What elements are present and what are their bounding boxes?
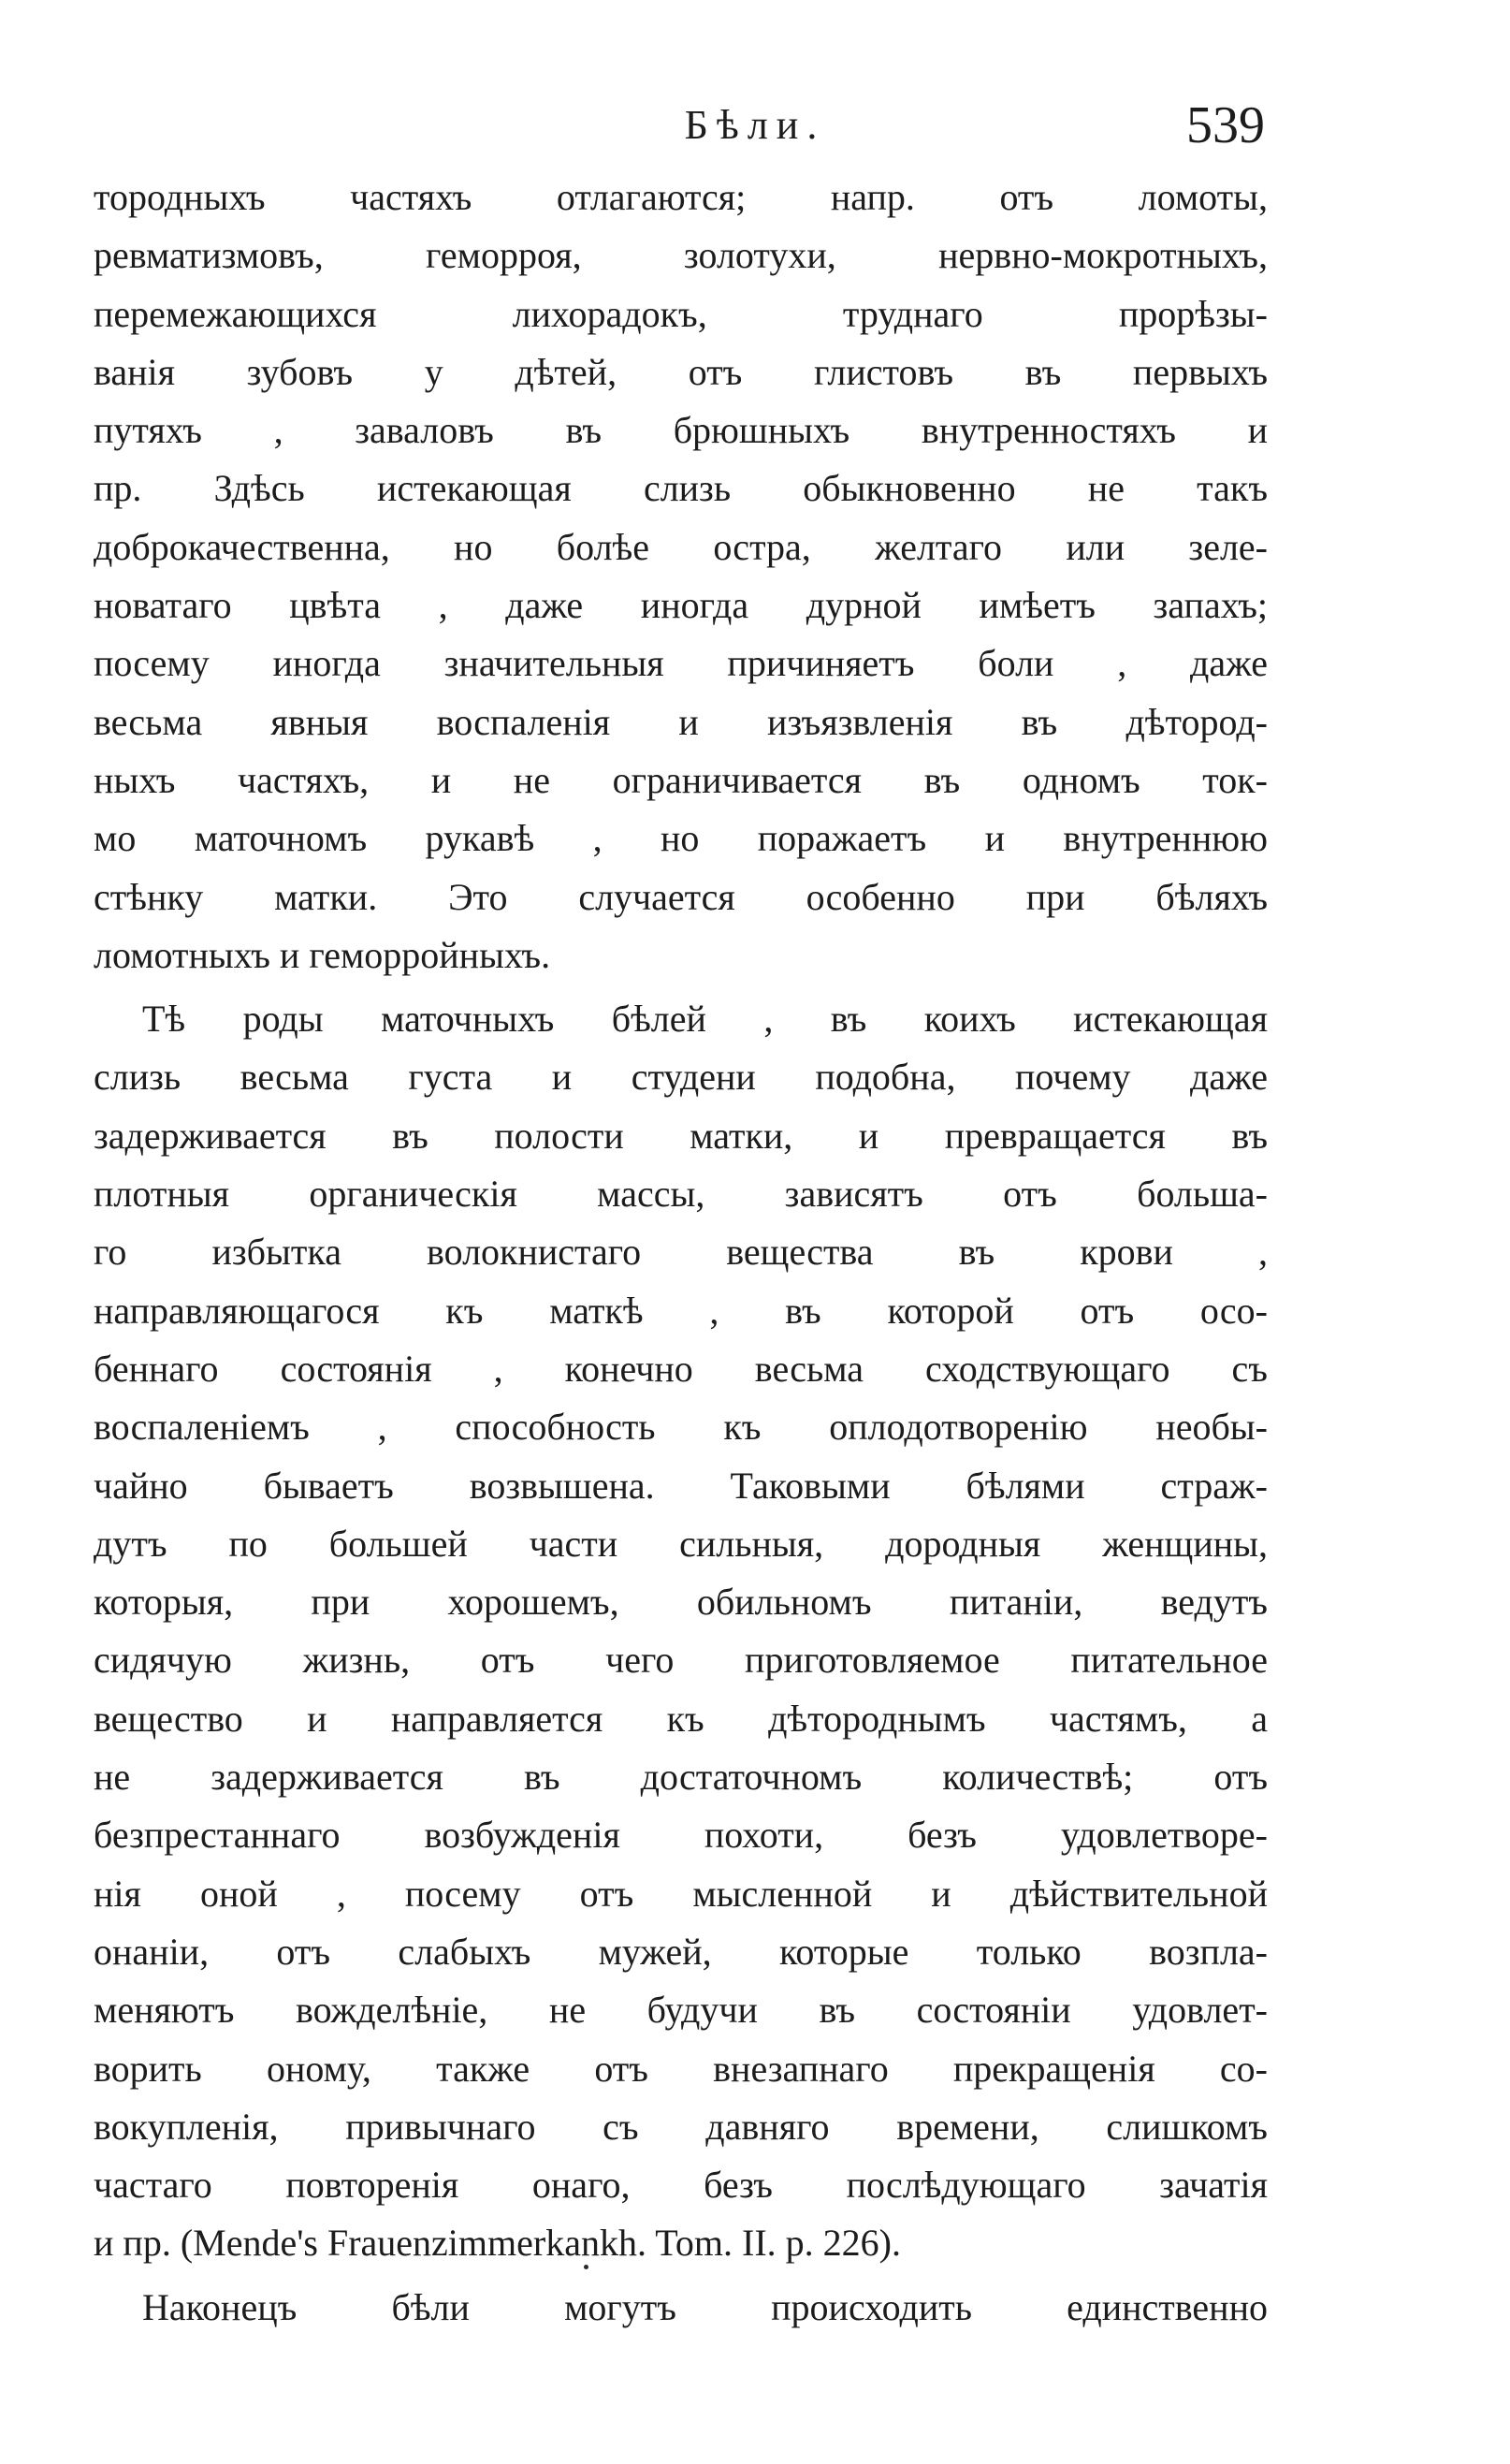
text-line: онаніи, отъ слабыхъ мужей, которые только возпла- — [94, 1930, 1268, 1973]
text-line: пр. Здѣсь истекающая слизь обыкновенно не такъ — [94, 467, 1268, 510]
text-line: которыя, при хорошемъ, обильномъ питаніи, ведутъ — [94, 1581, 1268, 1624]
text-line: частаго повторенія онаго, безъ послѣдующаго зачатія — [94, 2164, 1268, 2207]
text-line: дутъ по большей части сильныя, дородныя женщины, — [94, 1522, 1268, 1565]
text-line: ванія зубовъ у дѣтей, отъ глистовъ въ первыхъ — [94, 350, 1268, 393]
paragraph-3 — [94, 2279, 1268, 2337]
text-line: ныхъ частяхъ, и не ограничивается въ одномъ ток- — [94, 758, 1268, 801]
text-line: задерживается въ полости матки, и превращается въ — [94, 1114, 1268, 1157]
running-header — [0, 94, 1510, 159]
paragraph-2 — [94, 990, 1268, 2273]
text-line: мо маточномъ рукавѣ , но поражаетъ и внутреннюю — [94, 817, 1268, 860]
text-line: и пр. (Mende's Frauenzimmerkankh. Tom. II. p. 226). — [94, 2222, 901, 2265]
text-line: чайно бываетъ возвышена. Таковыми бѣлями страж- — [94, 1464, 1268, 1507]
text-line: воспаленіемъ , способность къ оплодотворенію необы- — [94, 1406, 1268, 1449]
text-line: новатаго цвѣта , даже иногда дурной имѣетъ запахъ; — [94, 584, 1268, 627]
text-line: не задерживается въ достаточномъ количествѣ; отъ — [94, 1756, 1268, 1799]
text-line: вокупленія, привычнаго съ давняго времени, слишкомъ — [94, 2105, 1268, 2148]
text-line: доброкачественна, но болѣе остра, желтаго или зеле- — [94, 525, 1268, 568]
text-line: ворить оному, также отъ внезапнаго прекращенія со- — [94, 2047, 1268, 2090]
text-line: Тѣ роды маточныхъ бѣлей , въ коихъ истекающая — [142, 998, 1268, 1041]
text-line: безпрестаннаго возбужденія похоти, безъ удовлетворе- — [94, 1814, 1268, 1857]
page-number: 539 — [1186, 96, 1265, 154]
paragraph-1 — [94, 168, 1268, 984]
running-title: Бѣли. — [684, 102, 826, 148]
text-line: нія оной , посему отъ мысленной и дѣйствительной — [94, 1872, 1268, 1915]
text-line: сидячую жизнь, отъ чего приготовляемое питательное — [94, 1639, 1268, 1682]
text-line: вещество и направляется къ дѣтороднымъ частямъ, а — [94, 1697, 1268, 1740]
text-line: беннаго состоянія , конечно весьма сходствующаго съ — [94, 1347, 1268, 1390]
text-line: направляющагося къ маткѣ , въ которой отъ осо- — [94, 1289, 1268, 1332]
text-line: го избытка волокнистаго вещества въ крови , — [94, 1231, 1268, 1274]
body-text — [94, 168, 1268, 2337]
ink-speck — [584, 2265, 588, 2269]
text-line: слизь весьма густа и студени подобна, почему даже — [94, 1056, 1268, 1099]
text-line: весьма явныя воспаленія и изъязвленія въ дѣтород- — [94, 700, 1268, 743]
text-line: ломотныхъ и геморройныхъ. — [94, 933, 551, 976]
text-line: плотныя органическія массы, зависятъ отъ большa- — [94, 1173, 1268, 1216]
text-line: путяхъ , заваловъ въ брюшныхъ внутренностяхъ и — [94, 409, 1268, 452]
text-line: тородныхъ частяхъ отлагаются; напр. отъ ломоты, — [94, 176, 1268, 218]
text-line: меняютъ вожделѣніе, не будучи въ состояніи удовлет- — [94, 1989, 1268, 2032]
text-line: стѣнку матки. Это случается особенно при бѣляхъ — [94, 875, 1268, 918]
text-line: перемежающихся лихорадокъ, труднаго прорѣзы- — [94, 292, 1268, 335]
text-line: Наконецъ бѣли могутъ происходить единственно — [142, 2285, 1268, 2328]
text-line: ревматизмовъ, геморроя, золотухи, нервно-мокротныхъ, — [94, 234, 1268, 277]
text-line: посему иногда значительныя причиняетъ боли , даже — [94, 642, 1268, 685]
